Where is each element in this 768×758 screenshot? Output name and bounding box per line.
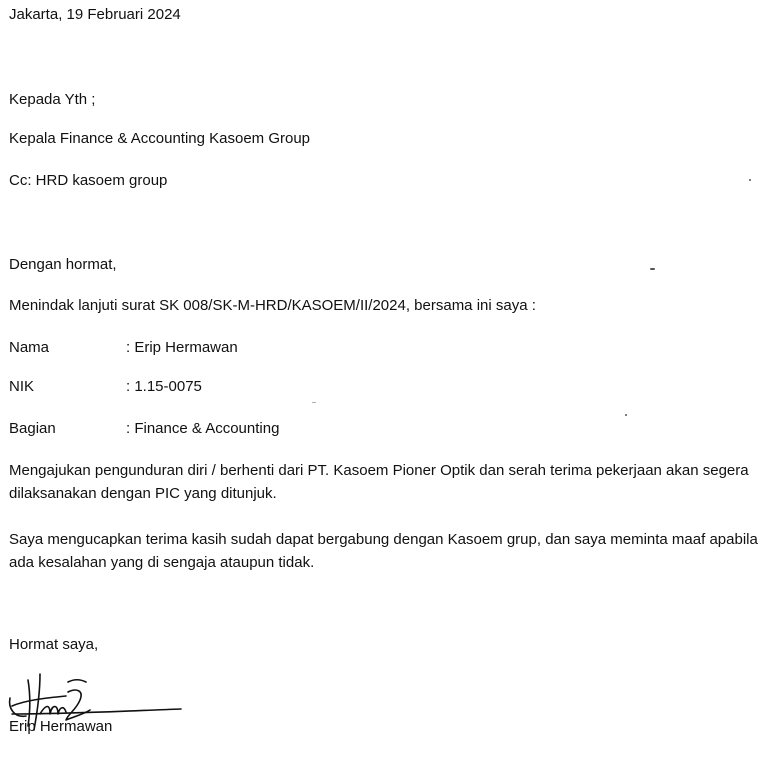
scan-speck: [625, 414, 627, 416]
date-line: Jakarta, 19 Februari 2024: [9, 6, 181, 23]
scan-speck: [749, 179, 751, 181]
paragraph-resignation: Mengajukan pengunduran diri / berhenti dari PT. Kasoem Pioner Optik dan serah terima pekerjaan akan segera dilaksanakan dengan PIC yang ditunjuk.: [9, 462, 749, 502]
recipient-cc: Cc: HRD kasoem group: [9, 172, 168, 189]
handwritten-signature: [6, 670, 186, 740]
scan-speck: [312, 402, 316, 403]
greeting: Dengan hormat,: [9, 256, 117, 273]
closing: Hormat saya,: [9, 636, 99, 653]
detail-value-bagian: : Finance & Accounting: [126, 420, 280, 437]
paragraph-thanks: Saya mengucapkan terima kasih sudah dapat bergabung dengan Kasoem grup, dan saya meminta maaf apabila ada kesalahan yang di sengaja ataupun tidak.: [9, 531, 758, 571]
detail-value-nama: : Erip Hermawan: [126, 339, 238, 356]
detail-label-nik: NIK: [9, 378, 35, 395]
scan-speck: [650, 268, 655, 270]
recipient-to: Kepala Finance & Accounting Kasoem Group: [9, 130, 311, 147]
recipient-salutation: Kepada Yth ;: [9, 91, 96, 108]
signatory-name: Erip Hermawan: [9, 718, 113, 735]
detail-label-nama: Nama: [9, 339, 50, 356]
detail-value-nik: : 1.15-0075: [126, 378, 202, 395]
detail-label-bagian: Bagian: [9, 420, 56, 437]
intro-line: Menindak lanjuti surat SK 008/SK-M-HRD/KASOEM/II/2024, bersama ini saya :: [9, 297, 536, 314]
